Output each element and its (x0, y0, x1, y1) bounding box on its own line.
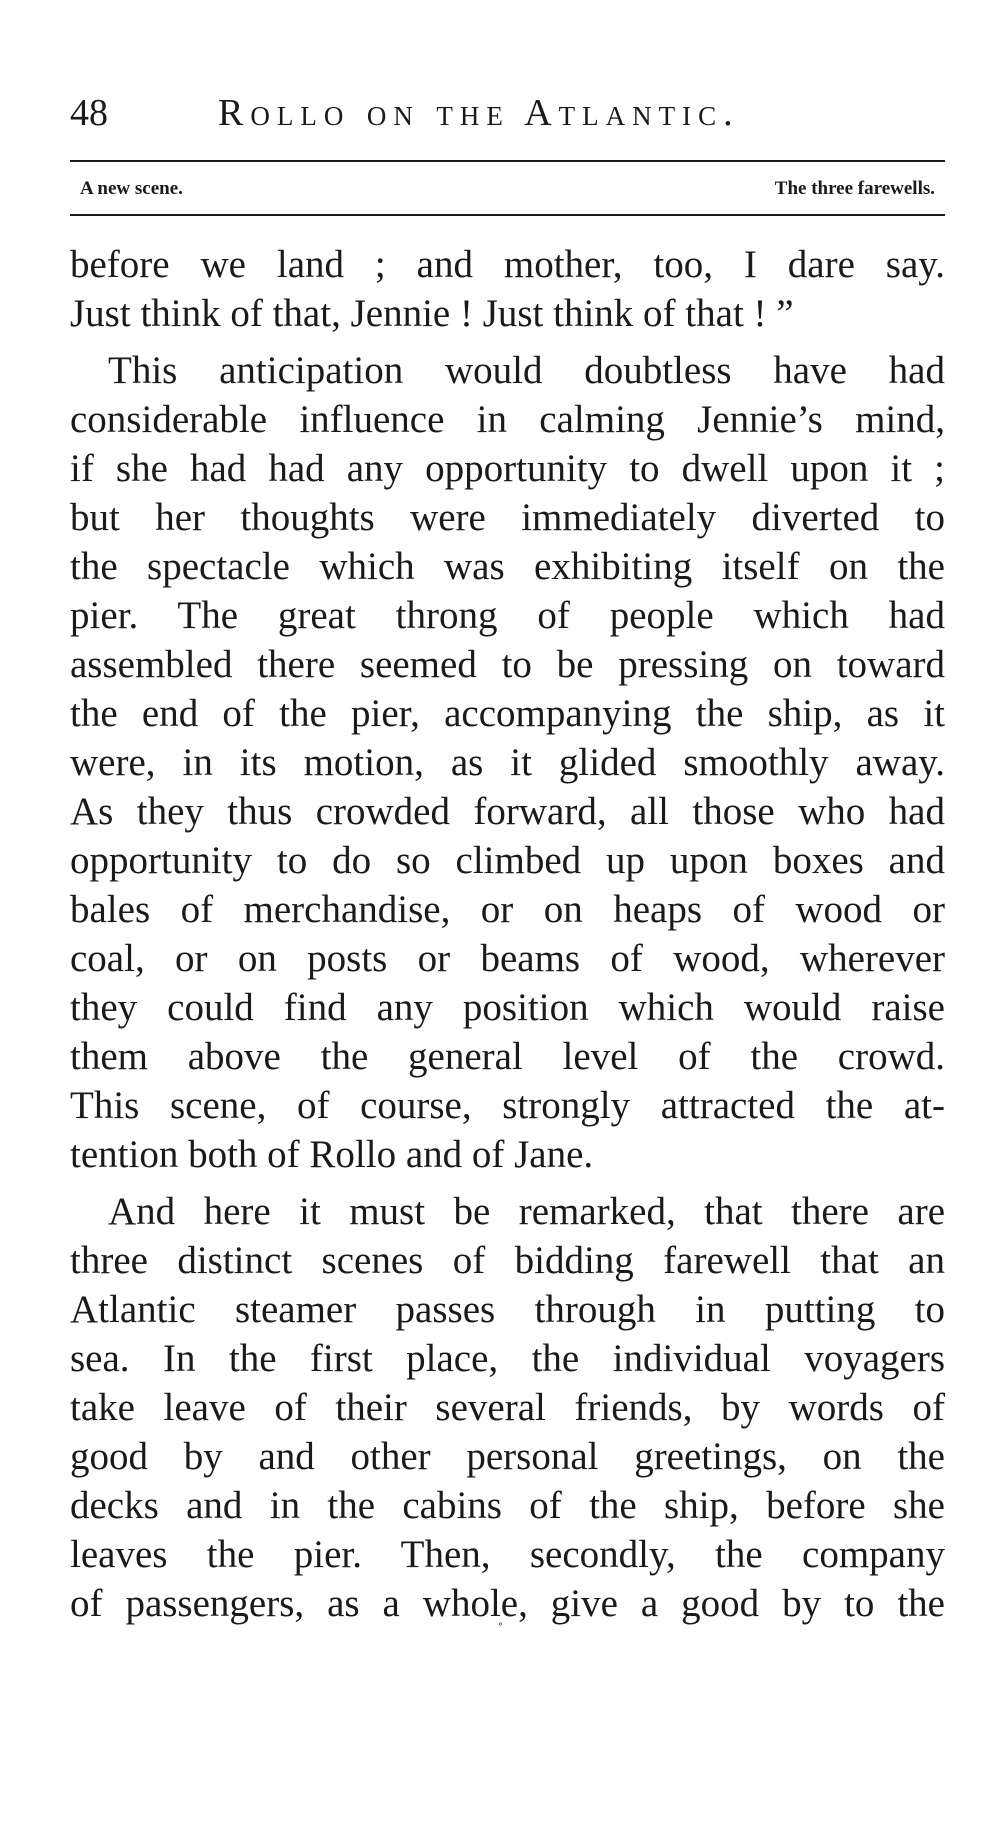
text-line: Just think of that, Jennie ! Just think of that ! ” (70, 292, 794, 335)
text-line: three distinct scenes of bidding farewell that an (70, 1239, 945, 1282)
paragraph (70, 240, 945, 338)
text-line: were, in its motion, as it glided smoothly away. (70, 741, 945, 784)
text-line: This scene, of course, strongly attracted the at- (70, 1084, 945, 1127)
section-topics (80, 174, 935, 204)
text-line: coal, or on posts or beams of wood, wherever (70, 937, 945, 980)
footer-mark: ° (498, 1622, 503, 1633)
header-rule-top (70, 160, 945, 162)
text-line: This anticipation would doubtless have had (108, 349, 945, 392)
text-line: And here it must be remarked, that there are (108, 1190, 945, 1233)
text-line: pier. The great throng of people which had (70, 594, 945, 637)
text-line: but her thoughts were immediately diverted to (70, 496, 945, 539)
topic-right: The three farewells. (774, 178, 935, 199)
text-line: if she had had any opportunity to dwell upon it ; (70, 447, 945, 490)
book-title: Rollo on the Atlantic. (218, 92, 740, 134)
text-line: tention both of Rollo and of Jane. (70, 1133, 594, 1176)
text-line: the spectacle which was exhibiting itself on the (70, 545, 945, 588)
text-line: As they thus crowded forward, all those who had (70, 790, 945, 833)
text-line: of passengers, as a whole, give a good by to the (70, 1582, 945, 1625)
text-line: take leave of their several friends, by words of (70, 1386, 945, 1429)
paragraph (70, 346, 945, 1179)
paragraph-gap (70, 1179, 945, 1187)
header-rule-bottom (70, 214, 945, 216)
text-line: opportunity to do so climbed up upon boxes and (70, 839, 945, 882)
page-number: 48 (70, 92, 108, 134)
text-line: Atlantic steamer passes through in putting to (70, 1288, 945, 1331)
running-head (70, 92, 945, 142)
text-line: before we land ; and mother, too, I dare say. (70, 243, 945, 286)
text-line: good by and other personal greetings, on the (70, 1435, 945, 1478)
text-line: leaves the pier. Then, secondly, the company (70, 1533, 945, 1576)
text-line: assembled there seemed to be pressing on toward (70, 643, 945, 686)
body-text (70, 240, 945, 1628)
book-page (70, 0, 945, 1827)
text-line: decks and in the cabins of the ship, before she (70, 1484, 945, 1527)
text-line: sea. In the first place, the individual voyagers (70, 1337, 945, 1380)
text-line: them above the general level of the crowd. (70, 1035, 945, 1078)
paragraph (70, 1187, 945, 1628)
topic-left: A new scene. (80, 178, 183, 199)
text-line: they could find any position which would raise (70, 986, 945, 1029)
text-line: the end of the pier, accompanying the ship, as it (70, 692, 945, 735)
paragraph-gap (70, 338, 945, 346)
text-line: considerable influence in calming Jennie’s mind, (70, 398, 945, 441)
text-line: bales of merchandise, or on heaps of wood or (70, 888, 945, 931)
